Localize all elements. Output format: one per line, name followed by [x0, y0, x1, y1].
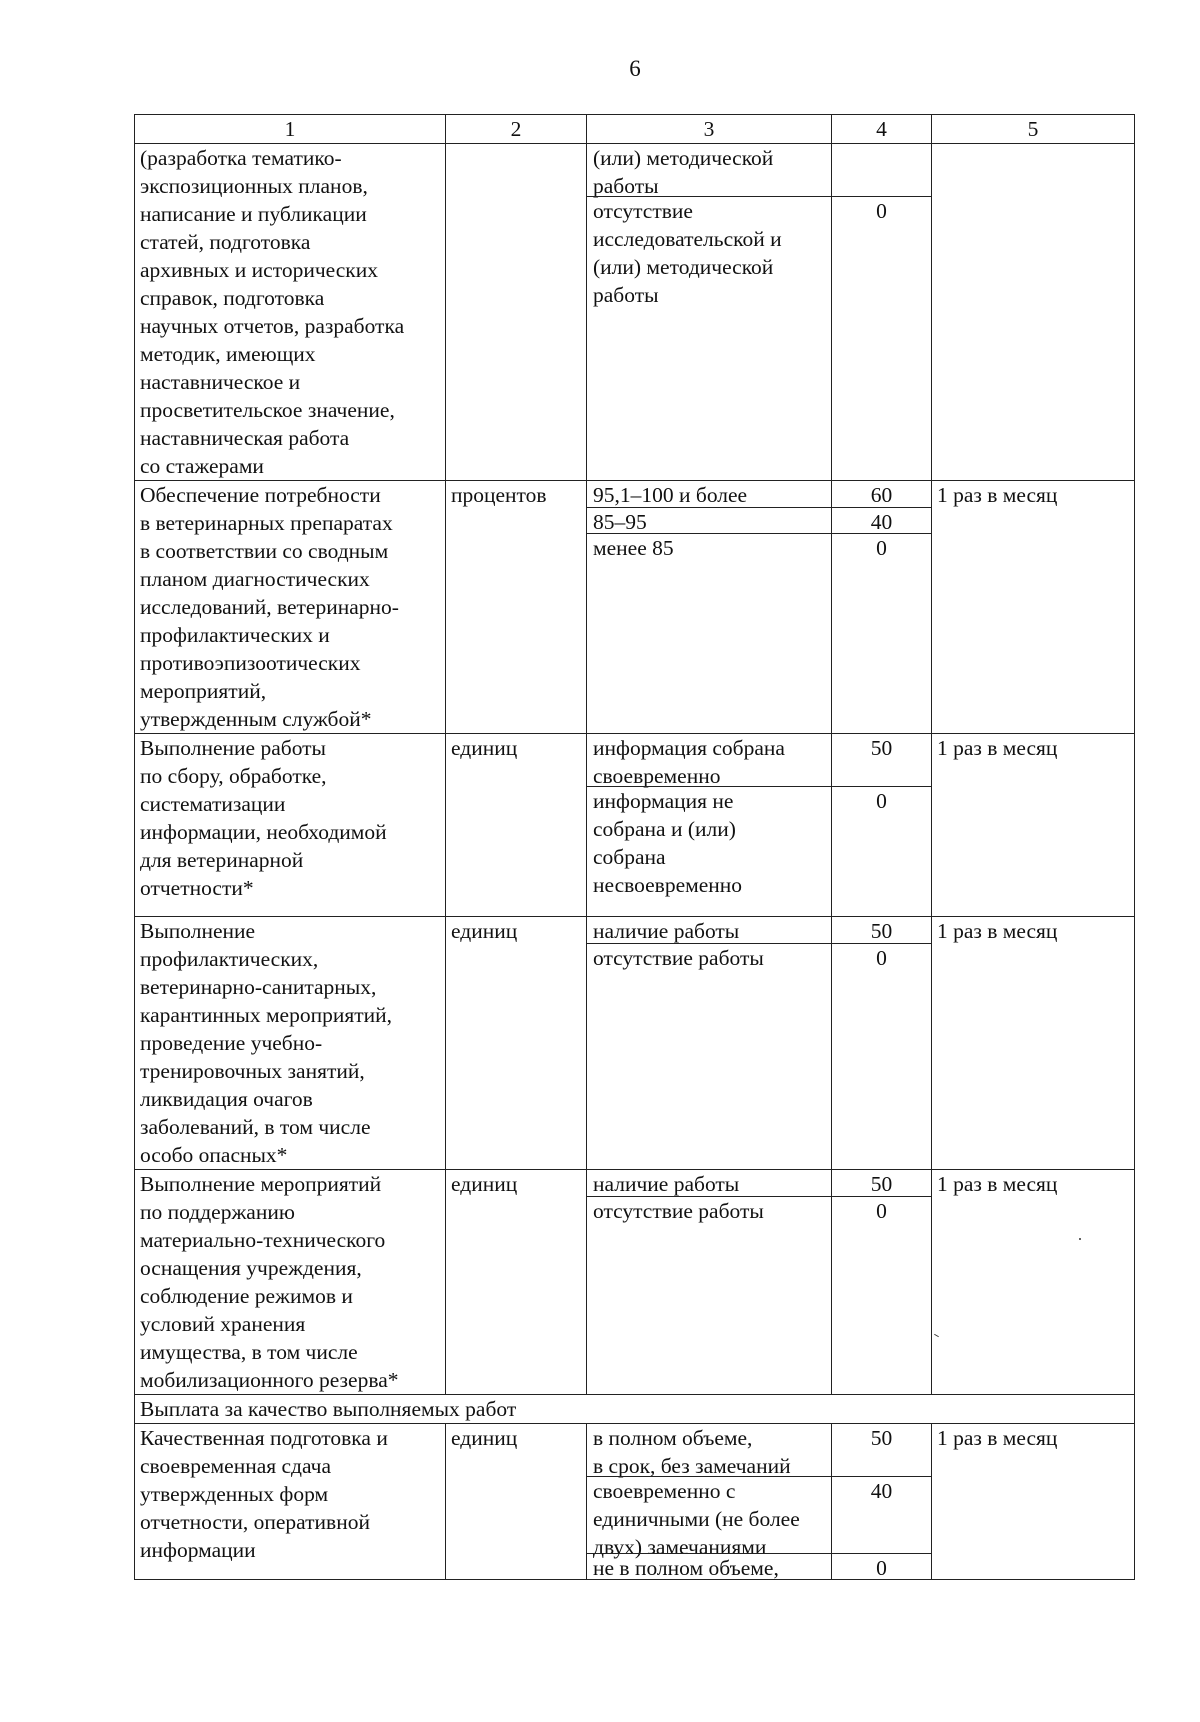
score-value: 50 [870, 1425, 893, 1450]
score-value: 0 [832, 943, 931, 1151]
frequency-cell: 1 раз в месяц [932, 1423, 1135, 1579]
score-value: 0 [832, 533, 931, 715]
score-value: 50 [870, 736, 893, 760]
header-row [135, 115, 1135, 144]
header-cell-5: 5 [932, 115, 1135, 144]
criteria-cell [587, 1169, 832, 1394]
indicator-cell: Выполнение работы по сбору, обработке, систематизации информации, необходимой для ветеринарной отчетности* [135, 734, 446, 917]
criteria-cell [587, 1423, 832, 1579]
unit-cell [446, 144, 587, 481]
table-row [135, 734, 1135, 917]
criteria-text: 95,1–100 и более [593, 483, 748, 507]
criteria-text: отсутствие исследовательской и (или) методической работы [587, 196, 831, 454]
table-row [135, 916, 1135, 1169]
frequency-cell: 1 раз в месяц [932, 481, 1135, 734]
score-value: 40 [832, 507, 931, 533]
score-value [832, 144, 931, 196]
page-number: 6 [629, 56, 641, 81]
table-row [135, 1169, 1135, 1394]
frequency-cell [932, 144, 1135, 481]
score-cell [832, 1423, 932, 1579]
criteria-text: в полном объеме, в срок, без замечаний [593, 1425, 791, 1478]
indicator-cell: Обеспечение потребности в ветеринарных препаратах в соответствии со сводным планом диагностических исследований, ветеринарно- профилактических и противоэпизоотических мероприятий, утвержденным службой* [135, 481, 446, 734]
table-row [135, 481, 1135, 734]
criteria-text: 85–95 [587, 507, 831, 533]
frequency-cell: 1 раз в месяц [932, 1169, 1135, 1394]
criteria-cell [587, 481, 832, 734]
score-cell [832, 481, 932, 734]
criteria-text: своевременно с единичными (не более двух) замечаниями [587, 1476, 831, 1554]
indicator-cell: (разработка тематико- экспозиционных планов, написание и публикации статей, подготовка архивных и исторических справок, подготовка научных отчетов, разработка методик, имеющих наставническое и просветительское значение, наставническая работа со стажерами [135, 144, 446, 481]
score-cell [832, 1169, 932, 1394]
score-cell [832, 144, 932, 481]
criteria-cell [587, 734, 832, 917]
unit-cell: процентов [446, 481, 587, 734]
scan-speck [1079, 1238, 1081, 1240]
criteria-text: наличие работы [593, 918, 740, 943]
section-title: Выплата за качество выполняемых работ [135, 1394, 1135, 1423]
unit-cell: единиц [446, 734, 587, 917]
indicator-cell: Качественная подготовка и своевременная сдача утвержденных форм отчетности, оперативной информации [135, 1423, 446, 1579]
unit-cell: единиц [446, 1169, 587, 1394]
score-value: 50 [870, 918, 893, 943]
indicator-cell: Выполнение профилактических, ветеринарно-санитарных, карантинных мероприятий, проведение учебно- тренировочных занятий, ликвидация очагов заболеваний, в том числе особо опасных* [135, 916, 446, 1169]
criteria-text: информация собрана своевременно [593, 736, 785, 788]
table-row [135, 144, 1135, 481]
score-value: 0 [832, 1553, 931, 1579]
unit-cell: единиц [446, 1423, 587, 1579]
score-value: 0 [832, 196, 931, 454]
score-value: 60 [870, 483, 893, 507]
criteria-text: отсутствие работы [587, 1196, 831, 1378]
table-row [135, 1423, 1135, 1579]
header-cell-3: 3 [587, 115, 832, 144]
score-value: 0 [832, 786, 931, 916]
unit-cell: единиц [446, 916, 587, 1169]
criteria-cell [587, 144, 832, 481]
score-value: 0 [832, 1196, 931, 1378]
score-cell [832, 734, 932, 917]
score-value: 50 [870, 1171, 893, 1196]
score-value: 40 [832, 1476, 931, 1554]
criteria-text: отсутствие работы [587, 943, 831, 1151]
criteria-text: информация не собрана и (или) собрана несвоевременно [587, 786, 831, 916]
frequency-cell: 1 раз в месяц [932, 916, 1135, 1169]
criteria-text: наличие работы [593, 1171, 740, 1196]
criteria-text: (или) методической работы [593, 146, 774, 198]
frequency-cell: 1 раз в месяц [932, 734, 1135, 917]
indicator-cell: Выполнение мероприятий по поддержанию материально-технического оснащения учреждения, соблюдение режимов и условий хранения имущества, в том числе мобилизационного резерва* [135, 1169, 446, 1394]
section-row [135, 1394, 1135, 1423]
header-cell-1: 1 [135, 115, 446, 144]
header-cell-4: 4 [832, 115, 932, 144]
header-cell-2: 2 [446, 115, 587, 144]
criteria-text: не в полном объеме, [587, 1553, 831, 1579]
score-cell [832, 916, 932, 1169]
criteria-text: менее 85 [587, 533, 831, 715]
criteria-cell [587, 916, 832, 1169]
kpi-table [134, 114, 1135, 1580]
